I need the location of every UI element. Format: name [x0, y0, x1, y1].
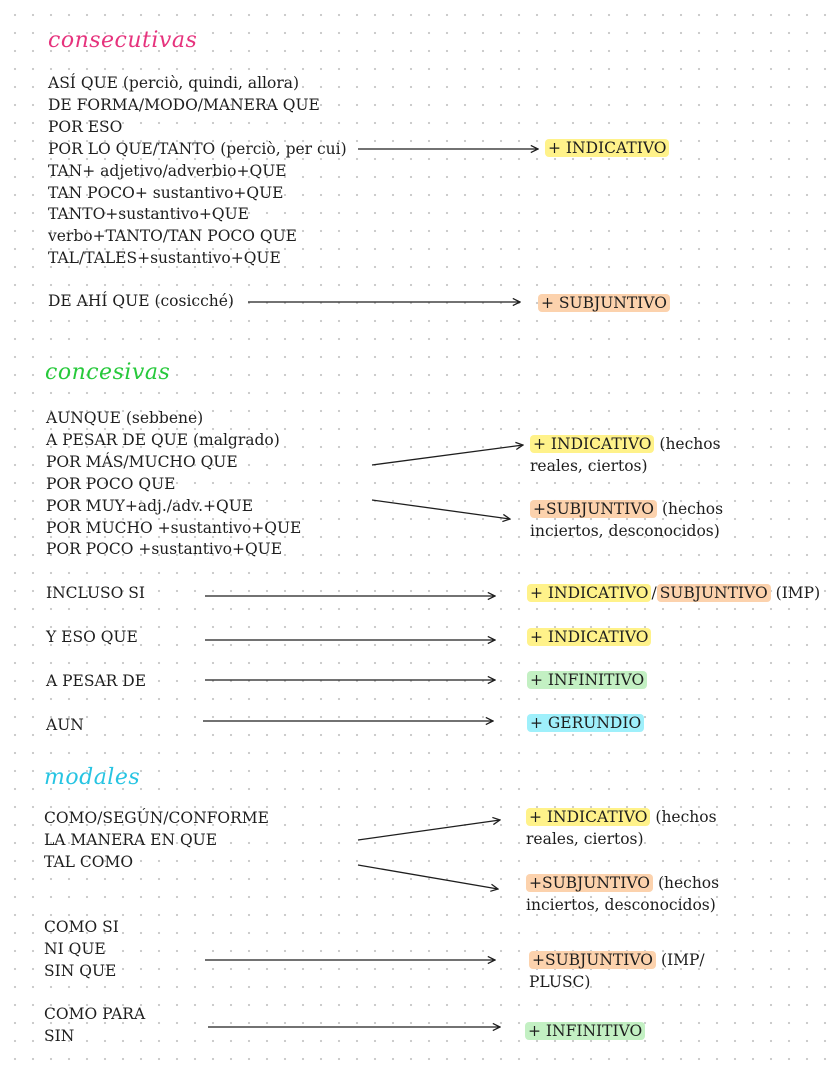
list-item: SIN [44, 1026, 75, 1045]
result-note: (IMP) [775, 584, 821, 602]
result-note: (IMP/ [660, 951, 705, 969]
list-item: TANTO+sustantivo+QUE [48, 205, 249, 224]
list-item: ASÍ QUE (perciò, quindi, allora) [48, 74, 300, 92]
list-item: POR LO QUE/TANTO (perciò, per cui) [48, 139, 347, 158]
list-item: TAN+ adjetivo/adverbio+QUE [48, 161, 287, 180]
y-eso-que-label: Y ESO QUE [46, 628, 138, 646]
subjuntivo-tag: +SUBJUNTIVO [526, 874, 653, 892]
separator: / [651, 584, 657, 602]
result-note: (hechos [655, 808, 717, 826]
list-item: AUNQUE (sebbene) [46, 409, 204, 427]
heading-consecutivas: consecutivas [48, 28, 198, 53]
infinitivo-tag: + INFINITIVO [527, 671, 647, 689]
list-item: POR ESO [48, 117, 123, 136]
result-note: PLUSC) [529, 973, 591, 991]
result-note: inciertos, desconocidos) [526, 896, 716, 914]
result-note: reales, ciertos) [530, 457, 648, 475]
list-item: POR MUY+adj./adv.+QUE [46, 496, 254, 515]
result-note: inciertos, desconocidos) [530, 522, 720, 540]
list-item: COMO SI [44, 918, 119, 936]
list-item: SIN QUE [44, 961, 117, 980]
heading-concesivas: concesivas [45, 360, 171, 385]
list-item: POR MÁS/MUCHO QUE [46, 452, 238, 471]
a-pesar-de-label: A PESAR DE [46, 672, 147, 690]
indicativo-tag: + INDICATIVO [527, 584, 651, 602]
incluso-si-label: INCLUSO SI [46, 584, 146, 602]
list-item: NI QUE [44, 939, 106, 958]
result-note: (hechos [657, 874, 720, 892]
list-item: LA MANERA EN QUE [44, 830, 218, 849]
arrow-icon [372, 445, 523, 465]
subjuntivo-tag: + SUBJUNTIVO [538, 294, 670, 312]
list-item: A PESAR DE QUE (malgrado) [46, 430, 280, 449]
indicativo-tag: + INDICATIVO [530, 435, 654, 453]
infinitivo-tag: + INFINITIVO [525, 1022, 645, 1040]
list-item: DE FORMA/MODO/MANERA QUE [48, 95, 320, 114]
list-item: COMO/SEGÚN/CONFORME [44, 809, 269, 827]
result-note: (hechos [661, 500, 724, 518]
list-item: TAL/TALES+sustantivo+QUE [48, 249, 281, 268]
arrow-icon [358, 820, 500, 840]
subjuntivo-tag: +SUBJUNTIVO [530, 500, 657, 518]
indicativo-tag: + INDICATIVO [526, 808, 650, 826]
subjuntivo-tag: +SUBJUNTIVO [529, 951, 656, 969]
heading-modales: modales [44, 765, 141, 790]
de-ahi-que-label: DE AHÍ QUE (cosicché) [48, 292, 234, 310]
subjuntivo-tag: SUBJUNTIVO [657, 584, 771, 602]
list-item: POR MUCHO +sustantivo+QUE [46, 518, 302, 537]
list-item: TAN POCO+ sustantivo+QUE [48, 183, 284, 202]
indicativo-tag: + INDICATIVO [545, 139, 669, 157]
arrow-icon [372, 500, 510, 519]
indicativo-tag: + INDICATIVO [527, 628, 651, 646]
aun-label: AUN [46, 716, 84, 734]
list-item: COMO PARA [44, 1005, 146, 1023]
list-item: verbo+TANTO/TAN POCO QUE [48, 227, 297, 246]
result-note: (hechos [659, 435, 721, 453]
list-item: POR POCO QUE [46, 474, 176, 493]
list-item: TAL COMO [44, 852, 134, 871]
list-item: POR POCO +sustantivo+QUE [46, 540, 283, 559]
arrow-icon [358, 865, 498, 889]
result-note: reales, ciertos) [526, 830, 644, 848]
gerundio-tag: + GERUNDIO [527, 714, 644, 732]
